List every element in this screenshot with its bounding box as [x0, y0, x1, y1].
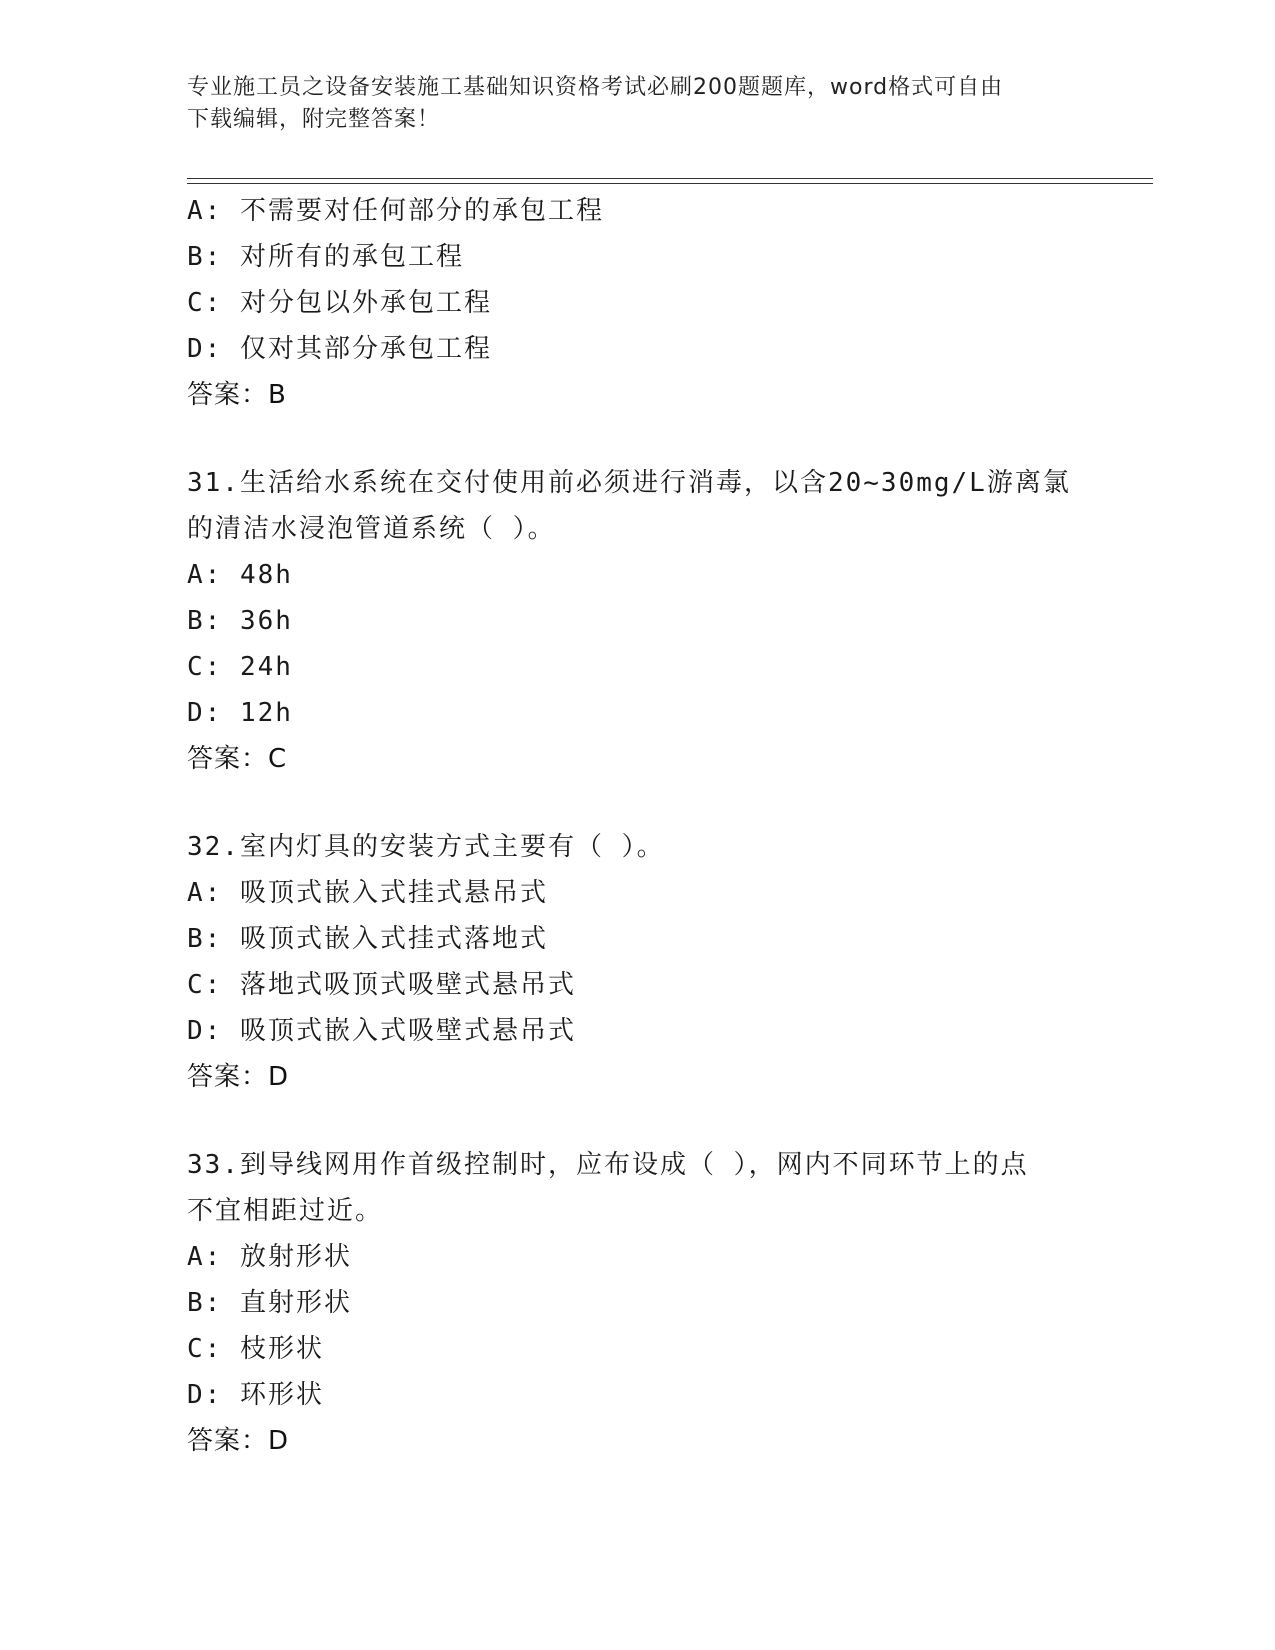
option-d: D: 环形状: [187, 1380, 324, 1410]
header-line-1: 专业施工员之设备安装施工基础知识资格考试必刷200题题库，word格式可自由: [187, 75, 1004, 100]
option-c: C: 对分包以外承包工程: [187, 288, 492, 318]
question-text-line-2: 不宜相距过近。: [187, 1196, 384, 1226]
question-30-continued: [187, 188, 1087, 418]
answer: 答案：C: [187, 744, 288, 774]
option-a: A: 放射形状: [187, 1242, 352, 1272]
option-a: A: 吸顶式嵌入式挂式悬吊式: [187, 878, 548, 908]
question-text-line-1: 31.生活给水系统在交付使用前必须进行消毒，以含20~30mg/L游离氯: [187, 468, 1071, 498]
option-d: D: 吸顶式嵌入式吸壁式悬吊式: [187, 1016, 576, 1046]
option-b: B: 36h: [187, 606, 293, 636]
question-text-line-1: 33.到导线网用作首级控制时，应布设成（ ），网内不同环节上的点: [187, 1150, 1029, 1180]
option-d: D: 仅对其部分承包工程: [187, 334, 492, 364]
header-divider-bottom: [187, 183, 1153, 184]
option-b: B: 吸顶式嵌入式挂式落地式: [187, 924, 548, 954]
option-c: C: 枝形状: [187, 1334, 324, 1364]
option-a: A: 48h: [187, 560, 293, 590]
answer: 答案：D: [187, 1062, 290, 1092]
header-line-2: 下载编辑，附完整答案！: [187, 107, 441, 132]
spacer: [187, 782, 1087, 824]
question-32: [187, 824, 1087, 1100]
answer: 答案：D: [187, 1426, 290, 1456]
option-c: C: 24h: [187, 652, 293, 682]
question-text-line-2: 的清洁水浸泡管道系统（ ）。: [187, 514, 556, 544]
option-a: A: 不需要对任何部分的承包工程: [187, 196, 604, 226]
question-list: [187, 188, 1087, 1464]
header-divider-top: [187, 178, 1153, 179]
question-text-line-1: 32.室内灯具的安装方式主要有（ ）。: [187, 832, 665, 862]
option-c: C: 落地式吸顶式吸壁式悬吊式: [187, 970, 576, 1000]
spacer: [187, 418, 1087, 460]
option-b: B: 对所有的承包工程: [187, 242, 464, 272]
question-33: [187, 1142, 1087, 1464]
document-header: [187, 72, 1087, 136]
option-b: B: 直射形状: [187, 1288, 352, 1318]
question-31: [187, 460, 1087, 782]
answer: 答案：B: [187, 380, 287, 410]
option-d: D: 12h: [187, 698, 293, 728]
spacer: [187, 1100, 1087, 1142]
